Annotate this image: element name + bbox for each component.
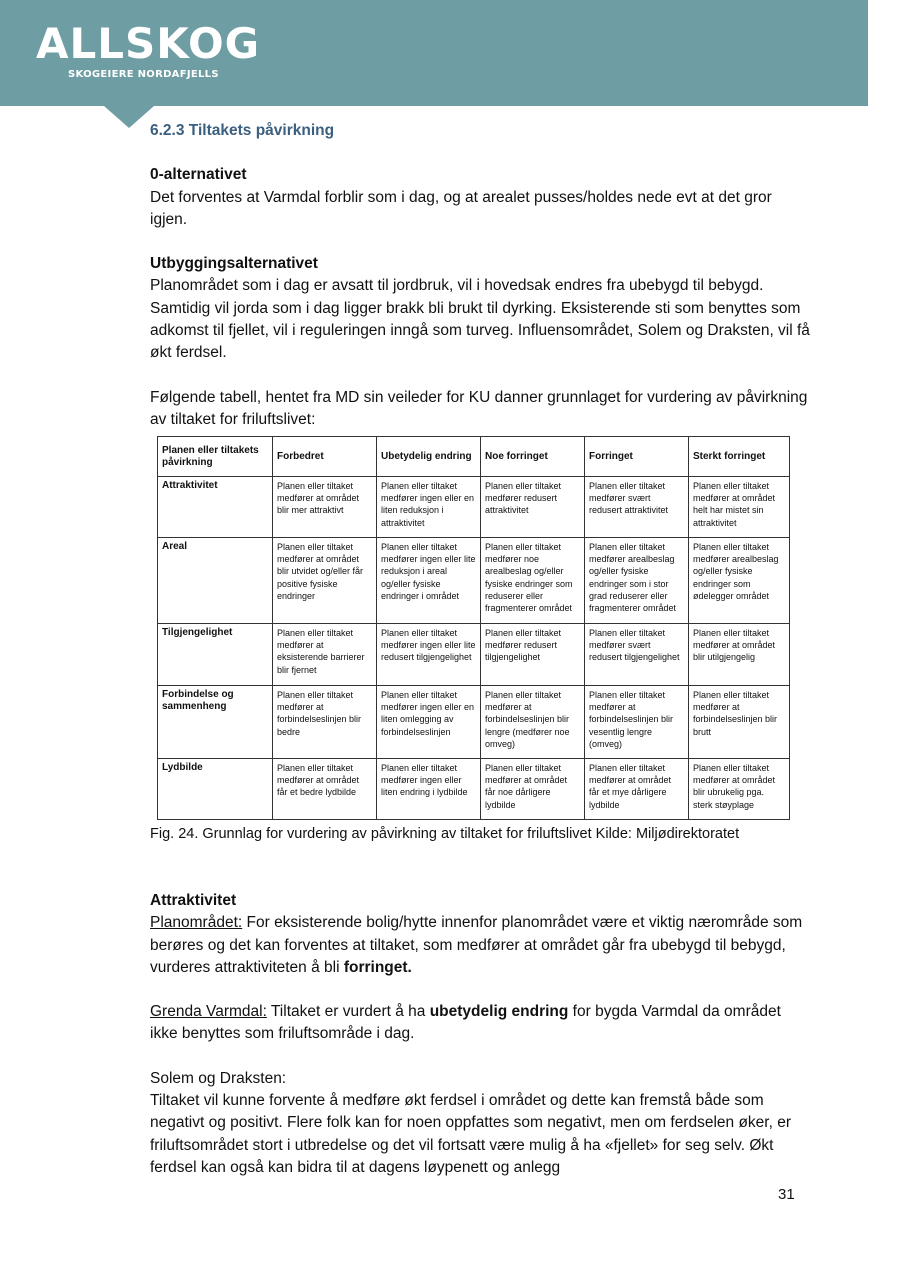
row-header: Tilgjengelighet [158, 624, 273, 686]
table-cell: Planen eller tiltaket medfører at området blir utvidet og/eller får positive fysiske endringer [273, 538, 377, 624]
table-cell: Planen eller tiltaket medfører ingen eller liten endring i lydbilde [377, 759, 481, 820]
table-cell: Planen eller tiltaket medfører redusert attraktivitet [481, 477, 585, 538]
table-cell: Planen eller tiltaket medfører ingen eller en liten omlegging av forbindelseslinjen [377, 686, 481, 759]
table-row [158, 538, 790, 624]
grenda-text-1: Tiltaket er vurdert å ha [266, 1003, 430, 1021]
allskog-logo: ALLSKOG [36, 19, 261, 68]
row-header: Areal [158, 538, 273, 624]
table-cell: Planen eller tiltaket medfører svært redusert tilgjengelighet [585, 624, 689, 686]
table-cell: Planen eller tiltaket medfører at området får et bedre lydbilde [273, 759, 377, 820]
column-header: Ubetydelig endring [377, 437, 481, 477]
grenda-verdict: ubetydelig endring [429, 1003, 569, 1021]
table-cell: Planen eller tiltaket medfører ingen eller en liten reduksjon i attraktivitet [377, 477, 481, 538]
alt0-heading: 0-alternativet [150, 166, 247, 184]
logo-subtitle: SKOGEIERE NORDAFJELLS [68, 69, 219, 80]
figure-caption: Fig. 24. Grunnlag for vurdering av påvirkning av tiltaket for friluftslivet Kilde: Miljødirektoratet [150, 826, 740, 842]
table-cell: Planen eller tiltaket medfører redusert tilgjengelighet [481, 624, 585, 686]
table-header-row [158, 437, 790, 477]
planomradet-paragraph [150, 912, 810, 979]
table-cell: Planen eller tiltaket medfører at forbindelseslinjen blir bedre [273, 686, 377, 759]
grenda-label: Grenda Varmdal: [150, 1003, 267, 1021]
row-header: Lydbilde [158, 759, 273, 820]
solem-text: Tiltaket vil kunne forvente å medføre økt ferdsel i området og dette kan fremstå både som negativt og positivt. Flere folk kan for noen oppfattes som negativt, men om ferdselen øker, er friluftsområdet stort i utbredelse og det vil fortsatt være mulig å ha «fjellet» for seg selv. Økt ferdsel kan også kan bidra til at dagens løypenett og anlegg [150, 1092, 791, 1176]
attraktivitet-section [150, 890, 810, 1179]
column-header: Planen eller tiltakets påvirkning [158, 437, 273, 477]
table-cell: Planen eller tiltaket medfører at eksisterende barrierer blir fjernet [273, 624, 377, 686]
impact-assessment-table [157, 436, 790, 820]
table-cell: Planen eller tiltaket medfører arealbeslag og/eller fysiske endringer som ødelegger området [689, 538, 790, 624]
table-cell: Planen eller tiltaket medfører noe arealbeslag og/eller fysiske endringer som reduserer eller fragmenterer området [481, 538, 585, 624]
alt0-text: Det forventes at Varmdal forblir som i dag, og at arealet pusses/holdes nede evt at det gror igjen. [150, 188, 772, 228]
main-content [150, 120, 810, 431]
column-header: Noe forringet [481, 437, 585, 477]
table-cell: Planen eller tiltaket medfører at området helt har mistet sin attraktivitet [689, 477, 790, 538]
table-cell: Planen eller tiltaket medfører svært redusert attraktivitet [585, 477, 689, 538]
table-cell: Planen eller tiltaket medfører at området får et mye dårligere lydbilde [585, 759, 689, 820]
row-header: Attraktivitet [158, 477, 273, 538]
grenda-paragraph [150, 1001, 810, 1046]
header-notch [104, 106, 154, 128]
page-header-band [0, 0, 868, 106]
table-row [158, 686, 790, 759]
table-cell: Planen eller tiltaket medfører at området blir ubrukelig pga. sterk støyplage [689, 759, 790, 820]
utbygging-heading: Utbyggingsalternativet [150, 255, 318, 273]
planomradet-text: For eksisterende bolig/hytte innenfor planområdet være et viktig nærområde som berøres og det kan forventes at tiltaket, som medfører at området går fra ubebygd til bebygd, vurderes attraktiviteten å bli [150, 914, 803, 976]
table-cell: Planen eller tiltaket medfører at området blir utilgjengelig [689, 624, 790, 686]
table-cell: Planen eller tiltaket medfører at forbindelseslinjen blir brutt [689, 686, 790, 759]
grenda-text-2: for bygda Varmdal da området ikke benyttes som friluftsområde i dag. [150, 1003, 781, 1043]
table-cell: Planen eller tiltaket medfører ingen eller lite redusert tilgjengelighet [377, 624, 481, 686]
table-row [158, 477, 790, 538]
table-cell: Planen eller tiltaket medfører at området får noe dårligere lydbilde [481, 759, 585, 820]
attraktivitet-heading: Attraktivitet [150, 892, 237, 909]
table-cell: Planen eller tiltaket medfører at området blir mer attraktivt [273, 477, 377, 538]
table-cell: Planen eller tiltaket medfører at forbindelseslinjen blir vesentlig lengre (omveg) [585, 686, 689, 759]
page-number: 31 [778, 1186, 795, 1203]
table-cell: Planen eller tiltaket medfører at forbindelseslinjen blir lengre (medfører noe omveg) [481, 686, 585, 759]
section-heading: 6.2.3 Tiltakets påvirkning [150, 122, 335, 139]
column-header: Sterkt forringet [689, 437, 790, 477]
row-header: Forbindelse og sammenheng [158, 686, 273, 759]
column-header: Forbedret [273, 437, 377, 477]
table-intro: Følgende tabell, hentet fra MD sin veileder for KU danner grunnlaget for vurdering av påvirkning av tiltaket for friluftslivet: [150, 388, 808, 428]
utbygging-text: Planområdet som i dag er avsatt til jordbruk, vil i hovedsak endres fra ubebygd til bebygd. Samtidig vil jorda som i dag ligger brakk bli brukt til dyrking. Eksisterende sti som benyttes som adkomst til fjellet, vil i reguleringen inngå som turveg. Influensområdet, Solem og Draksten, vil få økt ferdsel. [150, 277, 810, 362]
planomradet-label: Planområdet: [150, 914, 243, 932]
table-row [158, 624, 790, 686]
table-row [158, 759, 790, 820]
table-cell: Planen eller tiltaket medfører arealbeslag og/eller fysiske endringer som i stor grad reduserer eller fragmenterer området [585, 538, 689, 624]
table-cell: Planen eller tiltaket medfører ingen eller lite reduksjon i areal og/eller fysiske endringer i området [377, 538, 481, 624]
planomradet-verdict: forringet. [343, 958, 412, 976]
column-header: Forringet [585, 437, 689, 477]
solem-heading: Solem og Draksten: [150, 1069, 287, 1087]
